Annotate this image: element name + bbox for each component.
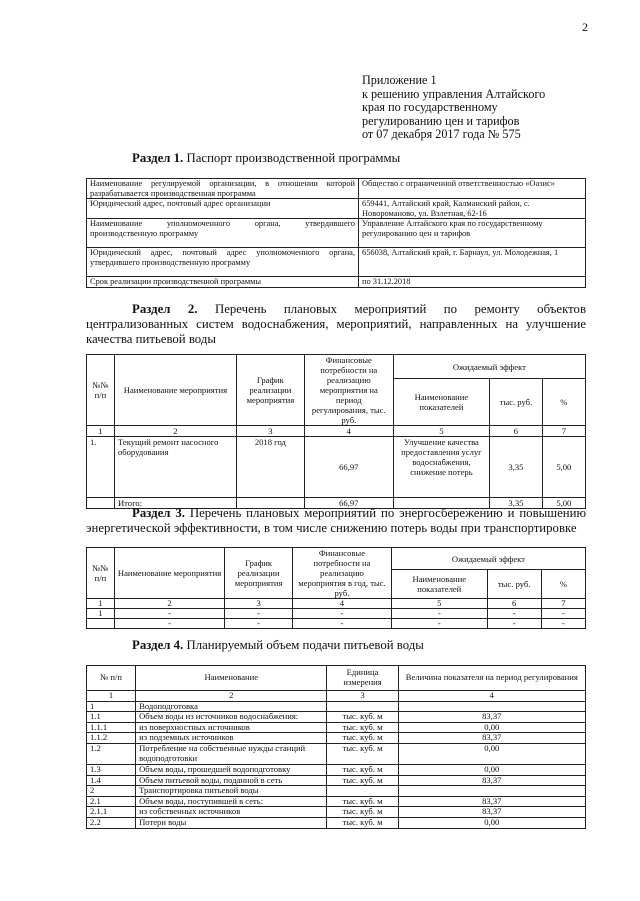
table-row [87, 248, 586, 277]
table-row [87, 179, 586, 199]
section4-title: Планируемый объем подачи питьевой воды [186, 638, 424, 652]
cell: - [487, 619, 541, 629]
table-row [87, 764, 586, 775]
cell-name: Объем воды, поступившей в сеть: [136, 796, 327, 807]
cell: - [541, 609, 585, 619]
cell: - [391, 619, 487, 629]
index-cell: 2 [114, 599, 224, 609]
index-cell: 2 [114, 426, 236, 437]
header-effect: Ожидаемый эффект [393, 355, 585, 379]
cell: - [391, 609, 487, 619]
total-rub: 3,35 [490, 498, 543, 509]
cell-name: Объем воды из источников водоснабжения: [136, 712, 327, 723]
repair-measures-table [86, 354, 586, 509]
cell-unit [327, 701, 398, 712]
header-value: Величина показателя на период регулирования [398, 666, 585, 691]
index-cell: 1 [87, 426, 115, 437]
cell-num: 2.1.1 [87, 807, 136, 818]
cell-name: из собственных источников [136, 807, 327, 818]
passport-table [86, 178, 586, 288]
cell-name: Транспортировка питьевой воды [136, 786, 327, 797]
header-num: № п/п [87, 666, 136, 691]
index-cell: 5 [391, 599, 487, 609]
cell-num: 1.3 [87, 764, 136, 775]
table-row [87, 701, 586, 712]
table-row [87, 619, 586, 629]
passport-name: Юридический адрес, почтовый адрес уполномоченного органа, утвердившего производственную программу [87, 248, 359, 277]
cell-unit: тыс. куб. м [327, 817, 398, 828]
cell-name: Потребление на собственные нужды станций водоподготовки [136, 743, 327, 764]
cell-value [398, 786, 585, 797]
table-header-row [87, 548, 586, 570]
total-pct: 5,00 [542, 498, 585, 509]
table-row [87, 775, 586, 786]
table-row [87, 437, 586, 498]
cell-value [398, 701, 585, 712]
cell-unit: тыс. куб. м [327, 796, 398, 807]
appendix-line: регулированию цен и тарифов [362, 113, 520, 128]
cell-unit: тыс. куб. м [327, 722, 398, 733]
section1-heading [132, 151, 400, 166]
cell-value: 0,00 [398, 722, 585, 733]
cell: - [114, 619, 224, 629]
header-percent: % [542, 379, 585, 426]
index-cell: 1 [87, 599, 115, 609]
cell-name: из подземных источников [136, 733, 327, 744]
cell-unit: тыс. куб. м [327, 807, 398, 818]
section1-title: Паспорт производственной программы [186, 151, 401, 165]
cell-pct: 5,00 [542, 437, 585, 498]
header-thousand-rub: тыс. руб. [490, 379, 543, 426]
index-cell: 2 [136, 691, 327, 702]
header-percent: % [541, 570, 585, 599]
table-row [87, 199, 586, 219]
cell-num: 1.2 [87, 743, 136, 764]
cell-unit: тыс. куб. м [327, 764, 398, 775]
index-cell: 3 [327, 691, 398, 702]
section2-heading [86, 302, 586, 347]
water-supply-table [86, 665, 586, 829]
cell-num: 1. [87, 437, 115, 498]
index-row [87, 426, 586, 437]
header-num: №№ п/п [87, 548, 115, 599]
table-row [87, 733, 586, 744]
header-finance: Финансовые потребности на реализацию мероприятия на период регулирования, тыс. руб. [304, 355, 393, 426]
header-thousand-rub: тыс. руб. [487, 570, 541, 599]
header-effect: Ожидаемый эффект [391, 548, 585, 570]
header-name: Наименование [136, 666, 327, 691]
cell: - [487, 609, 541, 619]
index-cell: 6 [490, 426, 543, 437]
section2-label: Раздел 2. [132, 302, 198, 316]
passport-name: Срок реализации производственной программы [87, 277, 359, 288]
cell-unit: тыс. куб. м [327, 733, 398, 744]
table-row [87, 219, 586, 248]
cell-name: Объем питьевой воды, поданной в сеть [136, 775, 327, 786]
section4-heading [132, 638, 424, 653]
index-row [87, 691, 586, 702]
cell-indicator: Улучшение качества предоставления услуг водоснабжения, снижение потерь [393, 437, 489, 498]
cell-name: Объем воды, прошедшей водоподготовку [136, 764, 327, 775]
header-schedule: График реализации мероприятия [225, 548, 293, 599]
cell-value: 0,00 [398, 743, 585, 764]
cell-value: 83,37 [398, 807, 585, 818]
header-num: №№ п/п [87, 355, 115, 426]
cell-value: 0,00 [398, 764, 585, 775]
cell-num: 1 [87, 701, 136, 712]
header-indicator: Наименование показателей [393, 379, 489, 426]
table-row [87, 786, 586, 797]
index-cell: 3 [225, 599, 293, 609]
energy-saving-table [86, 547, 586, 629]
index-row [87, 599, 586, 609]
cell-num: 1.1.2 [87, 733, 136, 744]
index-cell: 4 [293, 599, 392, 609]
index-cell: 6 [487, 599, 541, 609]
section2-title: Перечень плановых мероприятий по ремонту объектов централизованных систем водоснабжения, мероприятий, направленных на улучшение качества питьевой воды [86, 302, 586, 346]
index-cell: 5 [393, 426, 489, 437]
table-row [87, 609, 586, 619]
section3-title: Перечень плановых мероприятий по энергосбережению и повышению энергетической эффективности, в том числе снижению потерь воды при транспортировке [86, 506, 587, 535]
table-row [87, 722, 586, 733]
section3-label: Раздел 3. [132, 506, 185, 520]
cell: - [541, 619, 585, 629]
passport-name: Юридический адрес, почтовый адрес организации [87, 199, 359, 219]
cell-num: 1.1.1 [87, 722, 136, 733]
cell-num: 1.1 [87, 712, 136, 723]
cell-value: 83,37 [398, 775, 585, 786]
cell-value: 83,37 [398, 733, 585, 744]
index-cell: 4 [398, 691, 585, 702]
cell: - [114, 609, 224, 619]
cell-num: 2.1 [87, 796, 136, 807]
cell-unit: тыс. куб. м [327, 712, 398, 723]
table-row [87, 817, 586, 828]
cell-num: 2 [87, 786, 136, 797]
cell-name: Текущий ремонт насосного оборудования [114, 437, 236, 498]
page-number: 2 [582, 20, 588, 34]
table-row [87, 712, 586, 723]
header-finance: Финансовые потребности на реализацию мероприятия в год, тыс. руб. [293, 548, 392, 599]
cell-value: 0,00 [398, 817, 585, 828]
passport-value: по 31.12.2018 [359, 277, 586, 288]
section1-label: Раздел 1. [132, 151, 184, 165]
appendix-line: края по государственному [362, 100, 498, 114]
cell-name: из поверхностных источников [136, 722, 327, 733]
table-row [87, 743, 586, 764]
cell-unit: тыс. куб. м [327, 775, 398, 786]
cell-schedule: 2018 год [236, 437, 304, 498]
cell: 1 [87, 609, 115, 619]
cell-name: Потери воды [136, 817, 327, 828]
cell-num: 2.2 [87, 817, 136, 828]
total-finance: 66,97 [304, 498, 393, 509]
index-cell: 7 [541, 599, 585, 609]
cell-unit: тыс. куб. м [327, 743, 398, 764]
section4-label: Раздел 4. [132, 638, 184, 652]
index-cell: 4 [304, 426, 393, 437]
cell-finance: 66,97 [304, 437, 393, 498]
header-name: Наименование мероприятия [114, 355, 236, 426]
appendix-line: Приложение 1 [362, 73, 437, 87]
passport-name: Наименование уполномоченного органа, утвердившего производственную программу [87, 219, 359, 248]
cell-rub: 3,35 [490, 437, 543, 498]
passport-value: Общество с ограниченной ответственностью «Оазис» [359, 179, 586, 199]
appendix-line: от 07 декабря 2017 года № 575 [362, 127, 521, 141]
index-cell: 7 [542, 426, 585, 437]
appendix-line: к решению управления Алтайского [362, 86, 546, 101]
table-header-row [87, 666, 586, 691]
passport-value: 659441, Алтайский край, Калманский район, с. Новороманово, ул. Взлетная, 62-16 [359, 199, 586, 219]
cell: - [293, 619, 392, 629]
passport-value: Управление Алтайского края по государственному регулированию цен и тарифов [359, 219, 586, 248]
table-row [87, 807, 586, 818]
cell: - [225, 619, 293, 629]
cell-value: 83,37 [398, 796, 585, 807]
cell-value: 83,37 [398, 712, 585, 723]
header-indicator: Наименование показателей [391, 570, 487, 599]
index-cell: 1 [87, 691, 136, 702]
cell-unit [327, 786, 398, 797]
cell-num: 1.4 [87, 775, 136, 786]
cell [87, 619, 115, 629]
appendix-block [362, 74, 545, 142]
table-row [87, 796, 586, 807]
passport-name: Наименование регулируемой организации, в отношении которой разрабатывается производственная программа [87, 179, 359, 199]
section3-heading [86, 506, 586, 536]
header-name: Наименование мероприятия [114, 548, 224, 599]
cell: - [293, 609, 392, 619]
index-cell: 3 [236, 426, 304, 437]
total-label: Итого: [114, 498, 236, 509]
cell-name: Водоподготовка [136, 701, 327, 712]
header-schedule: График реализации мероприятия [236, 355, 304, 426]
cell: - [225, 609, 293, 619]
header-unit: Единица измерения [327, 666, 398, 691]
table-header-row [87, 355, 586, 379]
table-row [87, 277, 586, 288]
passport-value: 656038, Алтайский край, г. Барнаул, ул. Молодежная, 1 [359, 248, 586, 277]
